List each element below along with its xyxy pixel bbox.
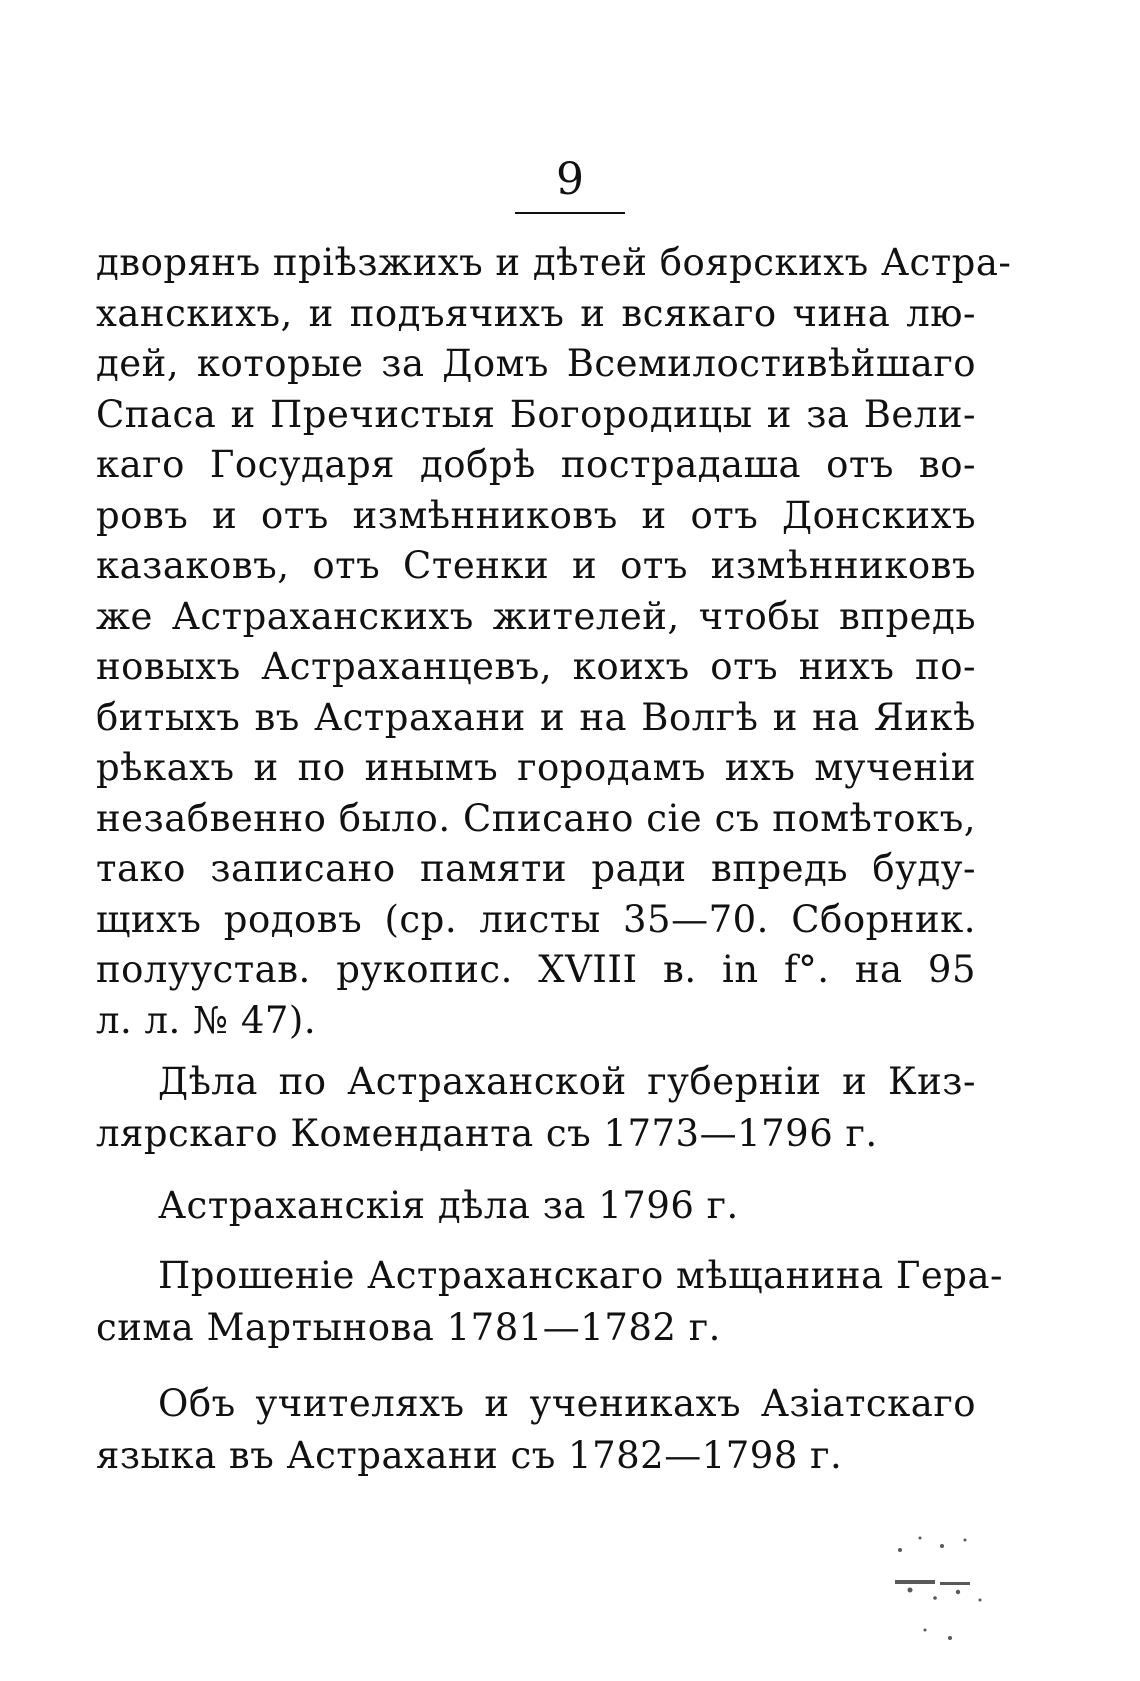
page-number: 9 (556, 154, 584, 205)
text-line: дей, которые за Домъ Всемилостивѣйшаго (96, 342, 976, 385)
text-line: битыхъ въ Астрахани и на Волгѣ и на Яикѣ (96, 695, 976, 739)
paragraph-4 (96, 1250, 1004, 1354)
paragraph-5 (96, 1378, 976, 1482)
text-line: Прошеніе Астраханскаго мѣщанина Гера- (158, 1254, 1004, 1297)
text-line: л. л. № 47). (96, 998, 317, 1042)
text-line: полуустав. рукопис. XVIII в. in f°. на 95 (96, 948, 976, 991)
text-line: Спаса и Пречистыя Богородицы и за Вели- (96, 392, 976, 436)
text-line: Дѣла по Астраханской губерніи и Киз- (158, 1060, 976, 1103)
paragraph-3 (96, 1180, 976, 1232)
text-line: тако записано памяти ради впредь буду- (96, 847, 976, 890)
library-stamp-icon (880, 1520, 1010, 1660)
text-line: сима Мартынова 1781—1782 г. (96, 1306, 721, 1349)
text-line: ханскихъ, и подъячихъ и всякаго чина лю- (96, 291, 976, 335)
text-line: новыхъ Астраханцевъ, коихъ отъ нихъ по- (96, 645, 976, 688)
paragraph-2 (96, 1056, 976, 1160)
text-line: лярскаго Коменданта съ 1773—1796 г. (96, 1112, 878, 1155)
text-line: казаковъ, отъ Стенки и отъ измѣнниковъ (96, 544, 976, 587)
text-line: языка въ Астрахани съ 1782—1798 г. (96, 1434, 843, 1477)
text-line: ровъ и отъ измѣнниковъ и отъ Донскихъ (96, 493, 976, 537)
page-number-rule (515, 212, 625, 214)
text-line: каго Государя добрѣ пострадаша отъ во- (96, 443, 976, 486)
text-line: незабвенно было. Списано сіе съ помѣтокъ, (96, 796, 976, 840)
text-line: рѣкахъ и по инымъ городамъ ихъ мученіи (96, 746, 976, 789)
text-line: Объ учителяхъ и ученикахъ Азіатскаго (158, 1382, 976, 1425)
text-line: щихъ родовъ (ср. листы 35—70. Сборник. (96, 897, 976, 941)
text-line: же Астраханскихъ жителей, чтобы впредь (96, 594, 976, 638)
text-line: дворянъ пріѣзжихъ и дѣтей боярскихъ Астра- (96, 241, 1012, 284)
paragraph-1 (96, 238, 1012, 1046)
text-line: Астраханскія дѣла за 1796 г. (158, 1184, 739, 1227)
